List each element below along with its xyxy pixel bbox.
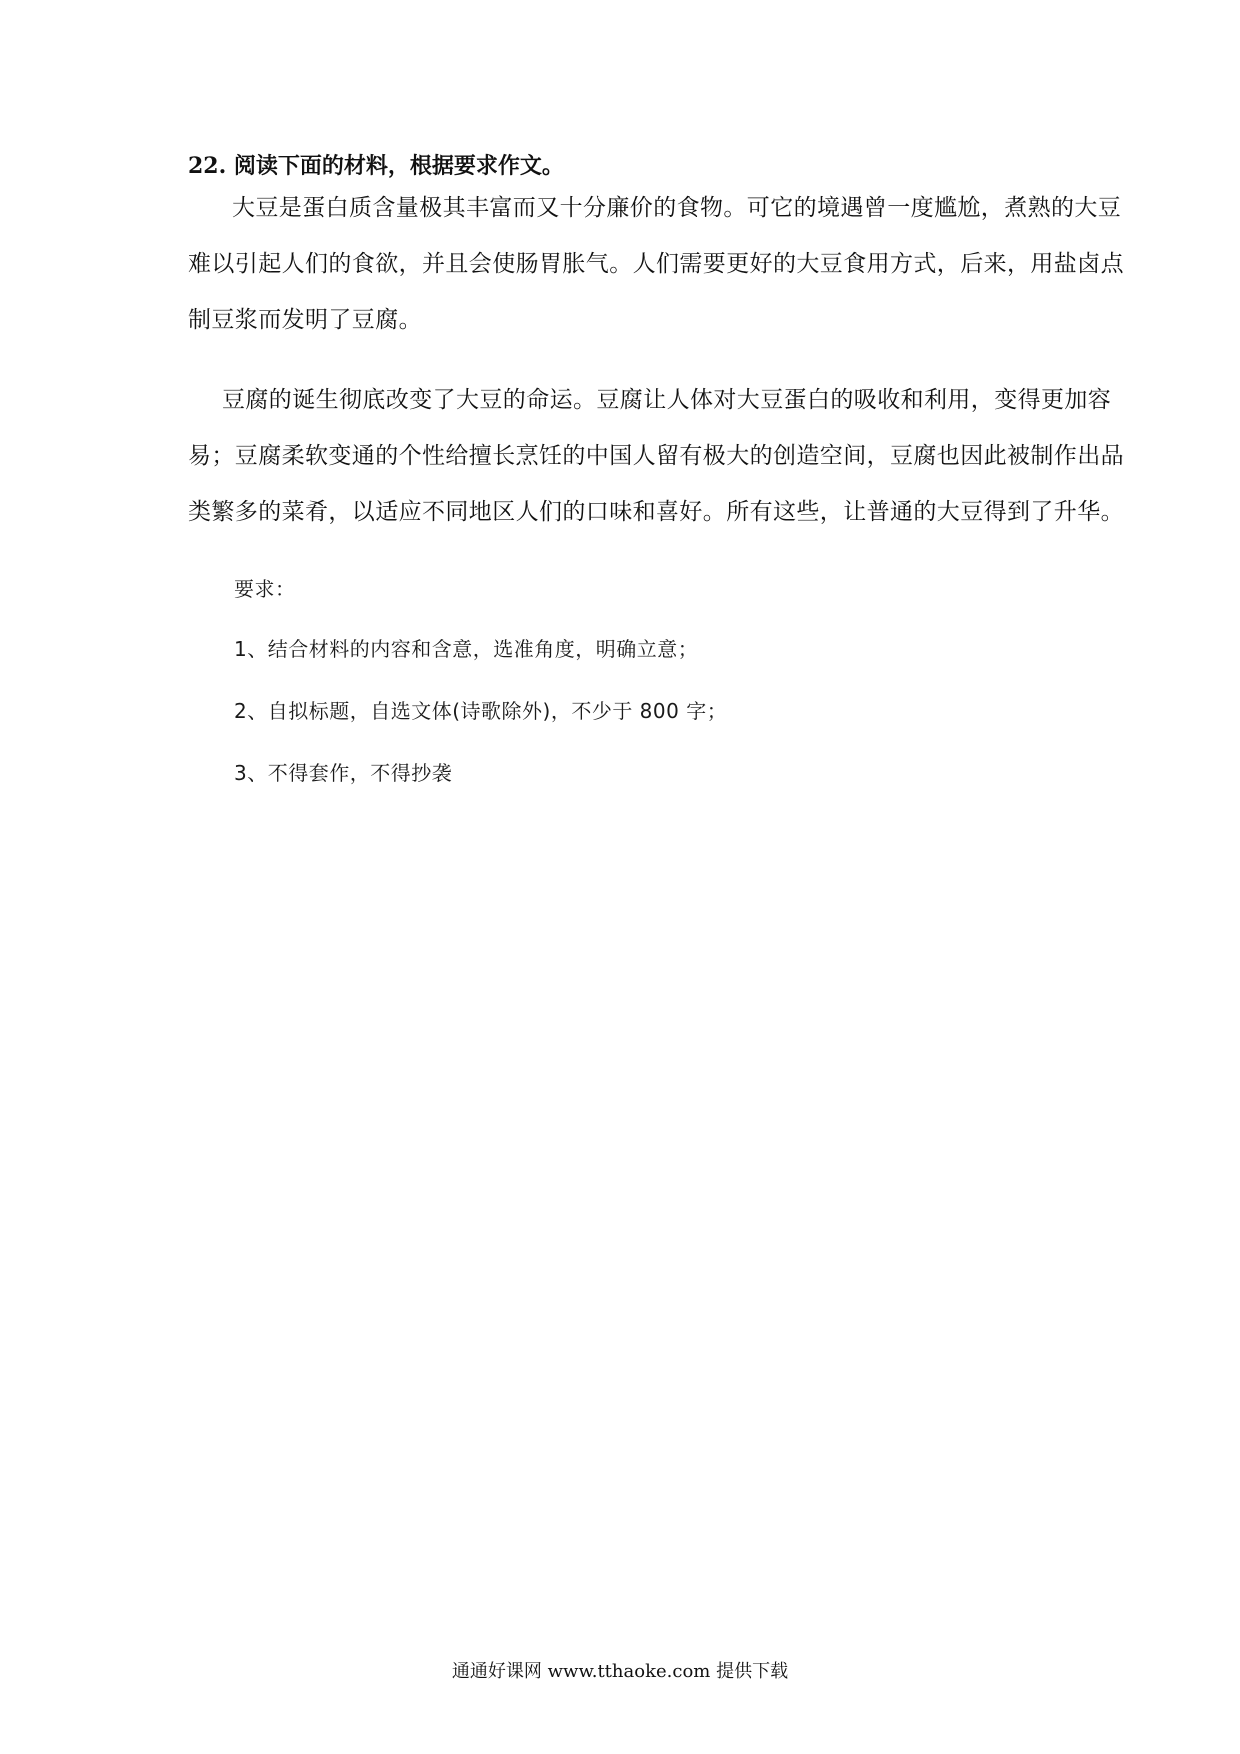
paragraph-line: 豆腐的诞生彻底改变了大豆的命运。豆腐让人体对大豆蛋白的吸收和利用，变得更加容 xyxy=(222,387,1112,413)
paragraph-line: 大豆是蛋白质含量极其丰富而又十分廉价的食物。可它的境遇曾一度尴尬，煮熟的大豆 xyxy=(232,195,1122,221)
paragraph-line: 易；豆腐柔软变通的个性给擅长烹饪的中国人留有极大的创造空间，豆腐也因此被制作出品 xyxy=(188,443,1124,469)
material-paragraph-1 xyxy=(188,180,1124,348)
requirement-item: 2、自拟标题，自选文体(诗歌除外)，不少于 800 字； xyxy=(234,699,728,723)
requirements-heading: 要求： xyxy=(234,577,296,601)
requirement-item: 1、结合材料的内容和含意，选准角度，明确立意； xyxy=(234,637,699,661)
page-footer: 通通好课网 www.tthaoke.com 提供下载 xyxy=(451,1661,789,1682)
requirement-item: 3、不得套作，不得抄袭 xyxy=(234,761,453,785)
paragraph-line: 制豆浆而发明了豆腐。 xyxy=(188,307,422,333)
material-paragraph-2 xyxy=(188,372,1124,540)
paragraph-line: 难以引起人们的食欲，并且会使肠胃胀气。人们需要更好的大豆食用方式，后来，用盐卤点 xyxy=(188,251,1124,277)
paragraph-line: 类繁多的菜肴，以适应不同地区人们的口味和喜好。所有这些，让普通的大豆得到了升华。 xyxy=(188,499,1124,525)
question-title: 22. 阅读下面的材料，根据要求作文。 xyxy=(188,153,564,179)
